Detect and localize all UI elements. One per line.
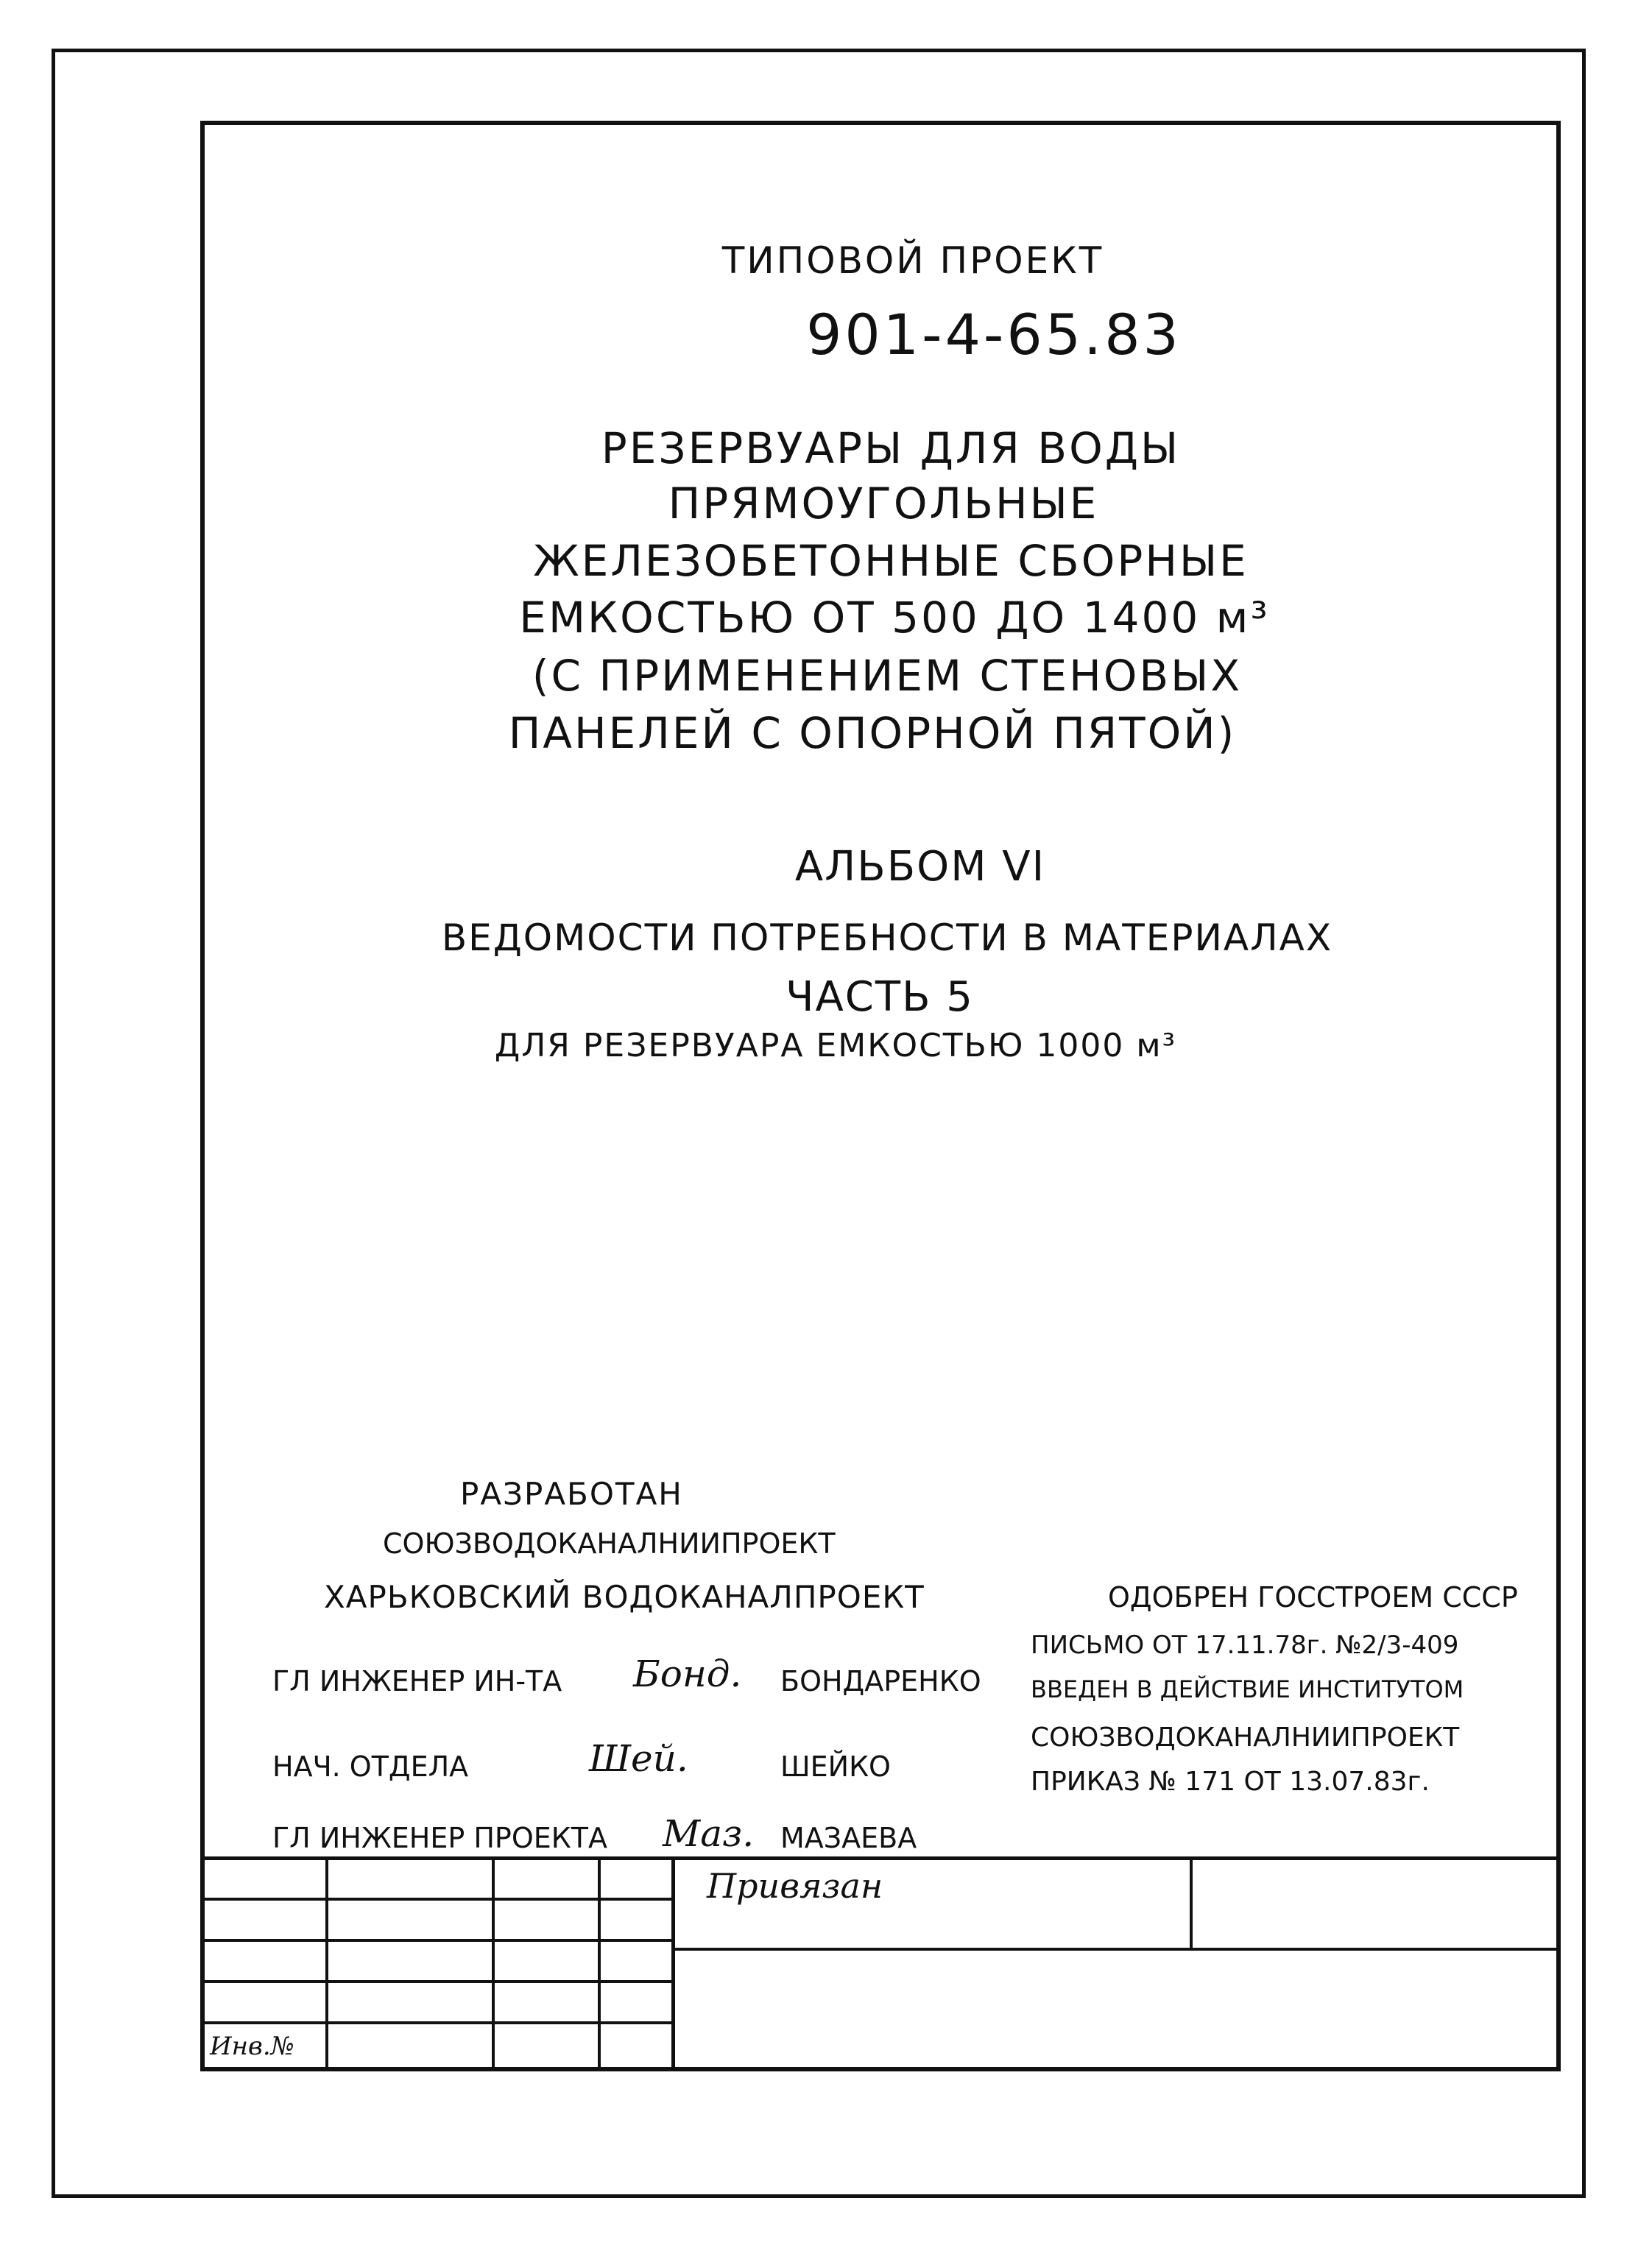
- title-line: (С ПРИМЕНЕНИЕМ СТЕНОВЫХ: [532, 651, 1243, 701]
- signature: Маз.: [663, 1812, 755, 1855]
- staff-role: НАЧ. ОТДЕЛА: [272, 1750, 469, 1783]
- staff-role: ГЛ ИНЖЕНЕР ИН-ТА: [272, 1665, 562, 1697]
- album-description: ВЕДОМОСТИ ПОТРЕБНОСТИ В МАТЕРИАЛАХ: [441, 916, 1333, 959]
- approval-line: ПРИКАЗ № 171 ОТ 13.07.83г.: [1031, 1767, 1430, 1797]
- title-line: ПРЯМОУГОЛЬНЫЕ: [668, 478, 1099, 529]
- bound-label: Привязан: [707, 1866, 883, 1906]
- title-line: РЕЗЕРВУАРЫ ДЛЯ ВОДЫ: [601, 423, 1181, 473]
- staff-name: ШЕЙКО: [780, 1750, 891, 1783]
- signature: Бонд.: [633, 1653, 742, 1695]
- type-project-label: ТИПОВОЙ ПРОЕКТ: [721, 239, 1104, 282]
- album-part: ЧАСТЬ 5: [786, 973, 974, 1021]
- approval-line: ВВЕДЕН В ДЕЙСТВИЕ ИНСТИТУТОМ: [1031, 1675, 1464, 1703]
- approval-line: ОДОБРЕН ГОССТРОЕМ СССР: [1108, 1581, 1518, 1614]
- approval-line: ПИСЬМО ОТ 17.11.78г. №2/3-409: [1031, 1630, 1459, 1660]
- album-label: АЛЬБОМ VI: [794, 843, 1046, 891]
- signature: Шей.: [589, 1737, 688, 1780]
- title-line: ЖЕЛЕЗОБЕТОННЫЕ СБОРНЫЕ: [533, 536, 1249, 586]
- title-line: ЕМКОСТЬЮ ОТ 500 ДО 1400 м³: [519, 593, 1270, 643]
- developer-org: СОЮЗВОДОКАНАЛНИИПРОЕКТ: [383, 1527, 836, 1560]
- staff-name: МАЗАЕВА: [780, 1822, 917, 1854]
- staff-name: БОНДАРЕНКО: [780, 1665, 981, 1697]
- inventory-number-label: Инв.№: [210, 2032, 294, 2061]
- staff-role: ГЛ ИНЖЕНЕР ПРОЕКТА: [272, 1822, 607, 1854]
- developer-label: РАЗРАБОТАН: [460, 1476, 683, 1512]
- title-line: ПАНЕЛЕЙ С ОПОРНОЙ ПЯТОЙ): [508, 708, 1237, 758]
- project-number: 901-4-65.83: [806, 302, 1182, 367]
- approval-line: СОЮЗВОДОКАНАЛНИИПРОЕКТ: [1031, 1722, 1460, 1753]
- developer-org: ХАРЬКОВСКИЙ ВОДОКАНАЛПРОЕКТ: [324, 1579, 925, 1615]
- album-subject: ДЛЯ РЕЗЕРВУАРА ЕМКОСТЬЮ 1000 м³: [494, 1027, 1177, 1064]
